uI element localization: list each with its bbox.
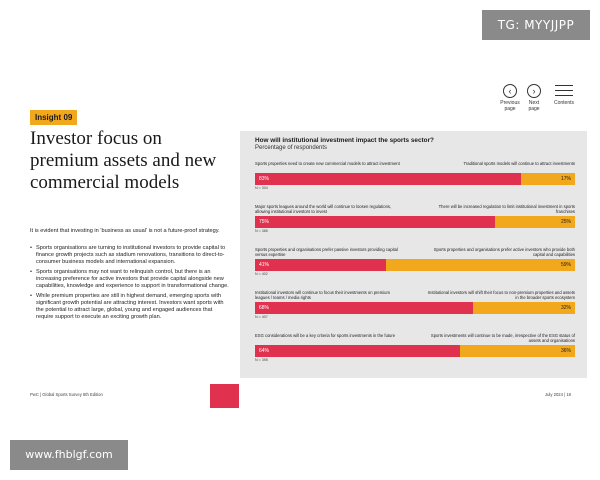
bar-segment-right xyxy=(386,259,575,271)
next-page-button[interactable] xyxy=(520,84,548,112)
data-label-right: 59% xyxy=(560,262,571,268)
right-statement: There will be increased regulation to limit institutional investment in sports franchises xyxy=(438,204,575,215)
bullet-list xyxy=(30,245,230,324)
sample-size-label: N = 395 xyxy=(255,358,268,362)
chevron-left-icon: ‹ xyxy=(503,84,517,98)
bar-segment-left xyxy=(255,345,460,357)
bar-segment-left xyxy=(255,173,521,185)
right-statement: Sports properties and organisations prefer active investors who provide both capital and capabilities xyxy=(433,247,575,258)
stacked-bar xyxy=(255,345,575,357)
data-label-right: 32% xyxy=(560,305,571,311)
stacked-bar xyxy=(255,173,575,185)
chart-row xyxy=(255,161,575,191)
page-navigation xyxy=(496,84,580,118)
data-label-right: 36% xyxy=(560,348,571,354)
data-label-left: 68% xyxy=(259,305,270,311)
data-label-left: 75% xyxy=(259,219,270,225)
left-statement: Major sports leagues around the world will continue to loosen regulations, allowing institutional investors to invest xyxy=(255,204,392,215)
footer-page-number: July 2024 | 18 xyxy=(545,392,571,397)
intro-text: It is evident that investing in ‘business as usual’ is not a future-proof strategy. xyxy=(30,228,220,234)
data-label-right: 17% xyxy=(560,176,571,182)
data-label-left: 83% xyxy=(259,176,270,182)
stacked-bar xyxy=(255,302,575,314)
right-statement: Traditional sports models will continue to attract investments xyxy=(463,161,575,166)
chevron-right-icon: › xyxy=(527,84,541,98)
page-title: Investor focus on premium assets and new commercial models xyxy=(30,128,217,193)
left-statement: Institutional investors will continue to focus their investments on premium leagues / teams / media rights xyxy=(255,290,390,301)
bar-segment-right xyxy=(473,302,575,314)
data-label-left: 64% xyxy=(259,348,270,354)
bar-segment-left xyxy=(255,259,386,271)
chart-row xyxy=(255,290,575,320)
sample-size-label: N = 385 xyxy=(255,229,268,233)
sample-size-label: N = 402 xyxy=(255,272,268,276)
chart-title: How will institutional investment impact the sports sector? xyxy=(255,137,434,144)
right-statement: Institutional investors will shift their focus to non-premium properties and assets in the broader sports ecosystem xyxy=(427,290,575,301)
chart-row xyxy=(255,204,575,234)
chart-row xyxy=(255,247,575,277)
watermark-bottom: www.fhblgf.com xyxy=(10,440,128,470)
bullet-item: • While premium properties are still in highest demand, emerging sports with significant growth potential are attracting interest. Investors want sports with the potential to attract large, global, young and engaged audiences that require support to execute an exciting growth plan. xyxy=(30,293,230,321)
chart-row xyxy=(255,333,575,363)
stacked-bar xyxy=(255,216,575,228)
data-label-left: 41% xyxy=(259,262,270,268)
bullet-item: • Sports organisations are turning to institutional investors to provide capital to finance growth projects such as stadium renovations, transitions to direct-to-consumer business models and international expansion. xyxy=(30,245,230,266)
sample-size-label: N = 407 xyxy=(255,315,268,319)
stacked-bar xyxy=(255,259,575,271)
previous-page-label: Previous page xyxy=(500,100,520,112)
right-statement: Sports investments will continue to be made, irrespective of the ESG status of assets and organisations xyxy=(430,333,575,344)
contents-button[interactable] xyxy=(548,84,580,106)
bar-segment-left xyxy=(255,216,495,228)
chart-panel xyxy=(240,131,587,378)
bullet-item: • Sports organisations may not want to relinquish control, but there is an increasing preference for active investors that provide capital alongside new capabilities, knowledge and experience to support in transformational change. xyxy=(30,269,230,290)
sample-size-label: N = 304 xyxy=(255,186,268,190)
left-statement: Sports properties need to create new commercial models to attract investment xyxy=(255,161,400,166)
footer-source: PwC | Global Sports Survey 8th Edition xyxy=(30,392,103,397)
contents-label: Contents xyxy=(553,100,574,106)
data-label-right: 25% xyxy=(560,219,571,225)
menu-icon xyxy=(555,84,573,98)
insight-tag: Insight 09 xyxy=(30,110,77,125)
bar-segment-left xyxy=(255,302,473,314)
left-statement: Sports properties and organisations prefer passive investors providing capital versus expertise xyxy=(255,247,398,258)
left-statement: ESG considerations will be a key criteria for sports investments in the future xyxy=(255,333,396,338)
watermark-top: TG: MYYJJPP xyxy=(482,10,590,40)
next-page-label: Next page xyxy=(528,100,540,112)
chart-subtitle: Percentage of respondents xyxy=(255,145,328,151)
bar-segment-right xyxy=(460,345,575,357)
decorative-red-block xyxy=(210,384,239,408)
